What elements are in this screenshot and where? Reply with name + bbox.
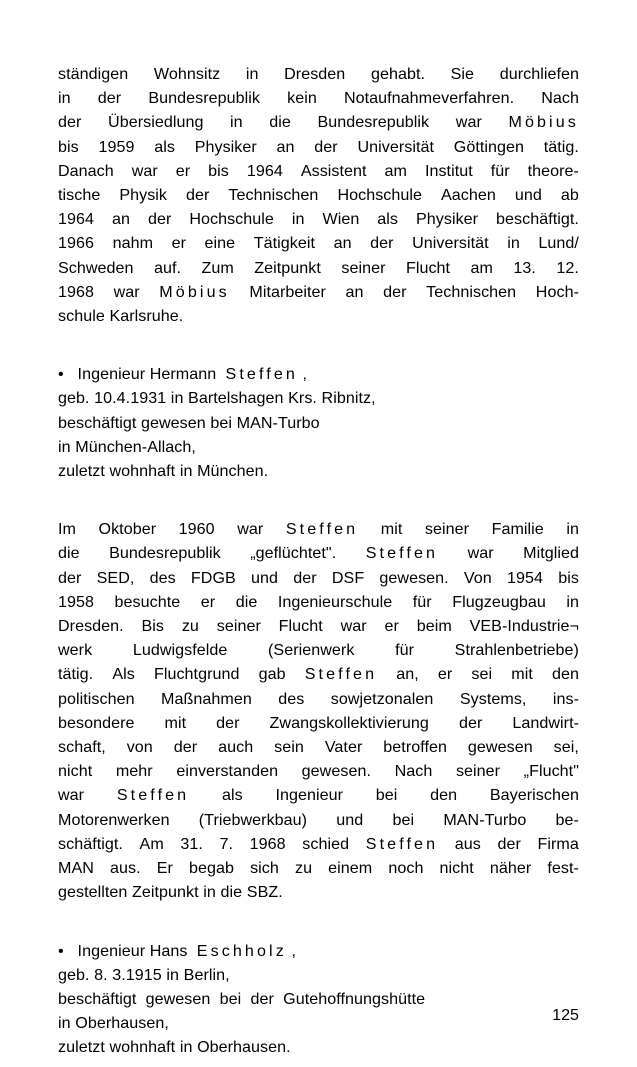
word: er [437,665,453,684]
text-line [58,207,579,231]
word: er [384,617,399,636]
word: Zwangskollektivierung [269,713,429,732]
word: 12. [556,258,579,277]
document-page [58,62,579,1057]
paragraph [58,939,579,1060]
word: SED, [96,568,135,587]
word: theore- [527,161,579,180]
text-line [58,159,579,183]
text-line [58,735,579,759]
text-line [58,459,579,483]
word: an [276,137,295,156]
word: nicht [439,859,474,878]
word: Bundesrepublik [317,113,430,132]
word: sein [274,738,304,757]
paragraph-gap [58,328,579,362]
word: war [467,544,494,563]
word: Universität [357,137,435,156]
word: war [131,161,158,180]
word: für [412,592,432,611]
word: und [251,568,279,587]
word: 1968 [249,834,286,853]
word: 1960 [178,520,215,539]
word: Schweden [58,258,134,277]
word: in [230,113,243,132]
word: Göttingen [453,137,525,156]
text-line [58,183,579,207]
word: ins- [552,689,579,708]
text-line [58,304,579,328]
text-line [58,231,579,255]
word: Wohnsitz [153,65,221,83]
word: Übersiedlung [108,113,204,132]
text-line [58,590,579,614]
word: war [58,786,85,805]
word: Assistent [300,161,367,180]
word: Universität [412,234,489,253]
word: MAN-Turbo [443,810,527,829]
spaced-name: Eschholz [196,941,287,960]
text-run: geb. 8. 3.1915 in Berlin, [58,965,230,984]
word: 1964 [58,210,95,229]
word: mehr [115,762,153,781]
word: auch [218,738,254,757]
word: der [173,738,198,757]
word: Ingenieur [275,786,344,805]
word: Physiker [415,210,479,229]
word: bei [392,810,415,829]
word: Mitarbeiter [249,282,326,301]
text-line [58,386,579,410]
text-run: schule Karlsruhe. [58,307,184,326]
word: der [314,137,338,156]
word: besondere [58,713,135,732]
word: der [58,113,82,132]
word: begab [188,859,234,878]
text-run: in Oberhausen, [58,1014,169,1033]
document-body [58,62,579,1060]
word: 1964 [246,161,283,180]
word: 1966 [58,234,95,253]
text-line [58,541,579,565]
word: die [58,544,80,563]
text-line [58,256,579,280]
word: Lund/ [538,234,579,253]
text-line [58,638,579,662]
word: von [126,738,153,757]
word: mit [380,520,403,539]
word: nahm [112,234,154,253]
word: der [58,568,82,587]
word: sei [471,665,493,684]
word: werk [58,641,93,660]
word: war [455,113,482,132]
word: die [235,592,258,611]
word: schaft, [58,738,106,757]
word: Steffen [304,665,378,684]
word: Notaufnahmeverfahren. [343,89,515,108]
word: an [345,282,364,301]
word: war [113,282,140,301]
word: in [507,234,520,253]
word: bei [375,786,398,805]
word: Aachen [441,186,496,205]
word: Tätigkeit [253,234,316,253]
word: 1954 [507,568,544,587]
word: Institut [424,161,473,180]
word: (Serienwerk [268,641,355,660]
word: an, [396,665,419,684]
word: aus [454,834,481,853]
text-line [58,759,579,783]
word: gewesen. [301,762,371,781]
text-line [58,808,579,832]
word: tätig. [58,665,94,684]
word: nicht [58,762,93,781]
word: Zum [201,258,234,277]
word: des [149,568,176,587]
word: Systems, [459,689,527,708]
word: tische [58,186,101,205]
word: 1958 [58,592,95,611]
word: betroffen [383,738,447,757]
word: in [58,89,71,108]
word: für [395,641,415,660]
word: seiner [455,762,501,781]
word: Flucht [278,617,323,636]
word: Möbius [159,282,230,301]
text-run: , [286,941,297,960]
word: Bayerischen [489,786,579,805]
word: Steffen [365,544,439,563]
word: der [186,186,210,205]
text-run: zuletzt wohnhaft in München. [58,462,269,481]
text-line [58,62,579,86]
text-line [58,963,579,987]
word: Sie [450,65,475,83]
word: politischen [58,689,135,708]
word: an [111,210,130,229]
word: in [566,520,579,539]
word: be- [555,810,579,829]
text-run: zuletzt wohnhaft in Oberhausen. [58,1038,291,1057]
text-line [58,110,579,134]
word: der [293,568,317,587]
word: einverstanden [176,762,279,781]
word: Hoch- [535,282,579,301]
word: Von [463,568,492,587]
word: am [384,161,407,180]
text-line [58,880,579,904]
word: als [377,210,399,229]
word: Dresden [284,65,346,83]
text-line [58,517,579,541]
word: Oktober [98,520,157,539]
word: Steffen [285,520,359,539]
word: beim [416,617,452,636]
word: 1968 [58,282,95,301]
word: Motorenwerken [58,810,170,829]
word: sei, [553,738,579,757]
word: gehabt. [370,65,425,83]
word: mit [511,665,533,684]
spaced-name: Steffen [225,365,298,384]
word: seiner [216,617,261,636]
text-line [58,135,579,159]
word: Steffen [116,786,190,805]
text-line [58,435,579,459]
word: 7. [219,834,234,853]
word: Maßnahmen [161,689,252,708]
text-line [58,783,579,807]
word: 1959 [98,137,135,156]
word: Mitglied [523,544,579,563]
word: ständigen [58,65,129,83]
word: DSF [331,568,365,587]
word: schäftigt. [58,834,123,853]
word: bis [208,161,229,180]
word: und [514,186,542,205]
text-line [58,1035,579,1059]
word: den [430,786,458,805]
text-line [58,832,579,856]
word: für [490,161,510,180]
word: und [336,810,364,829]
word: in [291,210,305,229]
word: Physiker [194,137,257,156]
paragraph-gap [58,905,579,939]
word: kein [287,89,317,108]
text-run: beschäftigt gewesen bei MAN-Turbo [58,413,320,432]
word: durchliefen [499,65,579,83]
word: er [200,592,216,611]
word: als [221,786,243,805]
text-line [58,566,579,590]
word: Strahlenbetriebe) [454,641,579,660]
word: aus. [110,859,141,878]
word: die [269,113,291,132]
word: an [333,234,352,253]
word: Als [112,665,135,684]
word: in [566,592,579,611]
word: 31. [180,834,203,853]
word: noch [388,859,424,878]
word: Bundesrepublik [109,544,221,563]
text-line [58,411,579,435]
word: Familie [491,520,544,539]
word: Nach [541,89,579,108]
word: Am [139,834,164,853]
word: Vater [324,738,363,757]
text-line [58,280,579,304]
word: Er [156,859,173,878]
word: gewesen. [379,568,449,587]
word: Bis [141,617,165,636]
word: Zeitpunkt [254,258,321,277]
word: sowjetzonalen [330,689,434,708]
word: fest- [547,859,579,878]
word: Hochschule [337,186,423,205]
text-run: geb. 10.4.1931 in Bartelshagen Krs. Ribnitz, [58,389,376,408]
word: bis [558,568,579,587]
word: MAN [58,859,94,878]
word: Nach [394,762,433,781]
word: er [171,234,186,253]
paragraph [58,517,579,904]
word: einem [328,859,373,878]
word: Technischen [228,186,319,205]
paragraph [58,362,579,483]
word: „Flucht" [523,762,579,781]
word: eine [204,234,236,253]
text-line [58,687,579,711]
word: der [97,89,122,108]
text-run: • Ingenieur Hermann [58,365,226,384]
word: des [278,689,305,708]
word: Dresden. [58,617,124,636]
word: war [340,617,367,636]
paragraph-gap [58,483,579,517]
word: der [216,713,240,732]
word: Flugzeugbau [452,592,546,611]
text-line [58,662,579,686]
word: VEB-Industrie¬ [469,617,579,636]
word: Physik [119,186,168,205]
word: er [175,161,191,180]
text-run: gestellten Zeitpunkt in die SBZ. [58,883,283,902]
word: seiner [341,258,386,277]
word: der [370,234,394,253]
word: auf. [154,258,182,277]
word: Steffen [365,834,439,853]
text-run: in München-Allach, [58,437,196,456]
word: Firma [537,834,579,853]
word: sich [250,859,279,878]
word: bis [58,137,79,156]
word: „geflüchtet". [250,544,337,563]
word: Im [58,520,76,539]
word: Möbius [508,113,579,132]
word: den [551,665,579,684]
word: ab [560,186,579,205]
word: (Triebwerkbau) [198,810,308,829]
word: am [470,258,493,277]
word: schied [302,834,350,853]
word: mit [164,713,187,732]
word: Bundesrepublik [148,89,260,108]
word: der [458,713,483,732]
word: Technischen [426,282,517,301]
word: als [154,137,175,156]
word: war [237,520,264,539]
word: Landwirt- [512,713,579,732]
paragraph [58,62,579,328]
text-run: , [297,365,308,384]
word: Ingenieurschule [277,592,393,611]
word: der [497,834,521,853]
word: Ludwigsfelde [132,641,228,660]
word: der [383,282,407,301]
word: Flucht [405,258,451,277]
word: gewesen [467,738,533,757]
word: seiner [424,520,470,539]
word: gab [258,665,286,684]
word: in [245,65,259,83]
word: näher [489,859,532,878]
word: zu [294,859,313,878]
word: Wien [322,210,360,229]
word: Hochschule [189,210,274,229]
text-run: • Ingenieur Hans [58,941,197,960]
text-line [58,939,579,963]
word: zu [181,617,199,636]
word: der [147,210,172,229]
text-run: beschäftigt gewesen bei der Gutehoffnungshütte [58,989,426,1008]
text-line [58,86,579,110]
word: tätig. [543,137,579,156]
word: besuchte [114,592,181,611]
word: Fluchtgrund [153,665,240,684]
page-number: 125 [552,1006,579,1024]
word: Danach [58,161,114,180]
word: beschäftigt. [496,210,579,229]
text-line [58,711,579,735]
text-line [58,362,579,386]
text-line [58,856,579,880]
text-line [58,614,579,638]
word: FDGB [190,568,236,587]
word: 13. [513,258,536,277]
